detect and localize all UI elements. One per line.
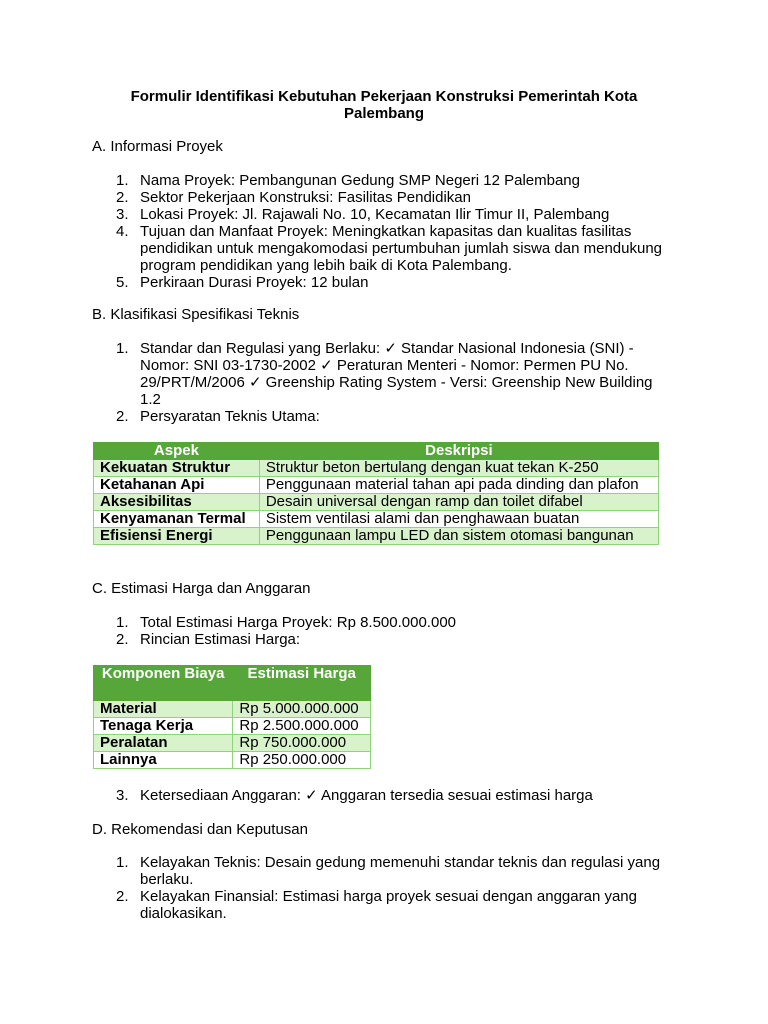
section-c-list-continued (116, 787, 675, 804)
list-item: 1. Kelayakan Teknis: Desain gedung memenuhi standar teknis dan regulasi yang berlaku. (116, 854, 661, 888)
table-row (94, 718, 371, 735)
list-item: 1. Nama Proyek: Pembangunan Gedung SMP Negeri 12 Palembang (116, 172, 580, 189)
section-d-list (116, 854, 675, 922)
table-cell: Sistem ventilasi alami dan penghawaan buatan (259, 511, 658, 528)
table-cell: Kenyamanan Termal (94, 511, 260, 528)
column-header: Komponen Biaya (94, 666, 233, 701)
list-item: 3. Ketersediaan Anggaran: ✓ Anggaran tersedia sesuai estimasi harga (116, 787, 593, 804)
list-item: 2. Persyaratan Teknis Utama: (116, 408, 320, 425)
table-cell: Struktur beton bertulang dengan kuat tekan K-250 (259, 460, 658, 477)
table-cell: Penggunaan material tahan api pada dinding dan plafon (259, 477, 658, 494)
column-header: Aspek (94, 443, 260, 460)
list-item: 2. Sektor Pekerjaan Konstruksi: Fasilitas Pendidikan (116, 189, 471, 206)
section-d-heading: D. Rekomendasi dan Keputusan (92, 821, 308, 838)
column-header: Deskripsi (259, 443, 658, 460)
list-item: 1. Total Estimasi Harga Proyek: Rp 8.500.000.000 (116, 614, 457, 631)
list-item: 5. Perkiraan Durasi Proyek: 12 bulan (116, 274, 369, 291)
column-header: Estimasi Harga (233, 666, 371, 701)
section-c-heading: C. Estimasi Harga dan Anggaran (92, 580, 311, 597)
list-item: 1. Standar dan Regulasi yang Berlaku: ✓ Standar Nasional Indonesia (SNI) - Nomor: SNI 03-1730-2002 ✓ Peraturan Menteri - Nomor: Permen PU No. 29/PRT/M/2006 ✓ Greenship Rating System - Versi: Greenship New Building 1.2 (116, 340, 653, 408)
table-header-row (94, 666, 371, 701)
table-cell: Desain universal dengan ramp dan toilet difabel (259, 494, 658, 511)
table-row (94, 494, 659, 511)
table-cell: Material (94, 701, 233, 718)
section-a-heading: A. Informasi Proyek (92, 138, 223, 155)
table-header-row (94, 443, 659, 460)
table-cell: Lainnya (94, 752, 233, 769)
table-cell: Rp 5.000.000.000 (233, 701, 371, 718)
table-row (94, 701, 371, 718)
table-row (94, 460, 659, 477)
document-title: Formulir Identifikasi Kebutuhan Pekerjaan Konstruksi Pemerintah Kota Palembang (130, 88, 638, 122)
table-row (94, 735, 371, 752)
section-a-list (116, 172, 675, 291)
technical-requirements-table (93, 442, 659, 545)
table-row (94, 511, 659, 528)
table-cell: Penggunaan lampu LED dan sistem otomasi bangunan (259, 528, 658, 545)
section-b-heading: B. Klasifikasi Spesifikasi Teknis (92, 306, 300, 323)
list-item: 2. Rincian Estimasi Harga: (116, 631, 301, 648)
table-cell: Ketahanan Api (94, 477, 260, 494)
table-cell: Aksesibilitas (94, 494, 260, 511)
section-c-list (116, 614, 675, 648)
list-item: 4. Tujuan dan Manfaat Proyek: Meningkatkan kapasitas dan kualitas fasilitas pendidikan untuk mengakomodasi pertumbuhan jumlah siswa dan mendukung program pendidikan yang lebih baik di Kota Palembang. (116, 223, 662, 274)
table-row (94, 477, 659, 494)
table-row (94, 528, 659, 545)
table-cell: Rp 2.500.000.000 (233, 718, 371, 735)
list-item: 3. Lokasi Proyek: Jl. Rajawali No. 10, Kecamatan Ilir Timur II, Palembang (116, 206, 610, 223)
list-item: 2. Kelayakan Finansial: Estimasi harga proyek sesuai dengan anggaran yang dialokasikan. (116, 888, 637, 922)
table-cell: Efisiensi Energi (94, 528, 260, 545)
table-cell: Tenaga Kerja (94, 718, 233, 735)
section-b-list (116, 340, 675, 425)
table-cell: Peralatan (94, 735, 233, 752)
table-row (94, 752, 371, 769)
table-cell: Kekuatan Struktur (94, 460, 260, 477)
table-cell: Rp 250.000.000 (233, 752, 371, 769)
cost-estimate-table (93, 665, 371, 769)
table-cell: Rp 750.000.000 (233, 735, 371, 752)
